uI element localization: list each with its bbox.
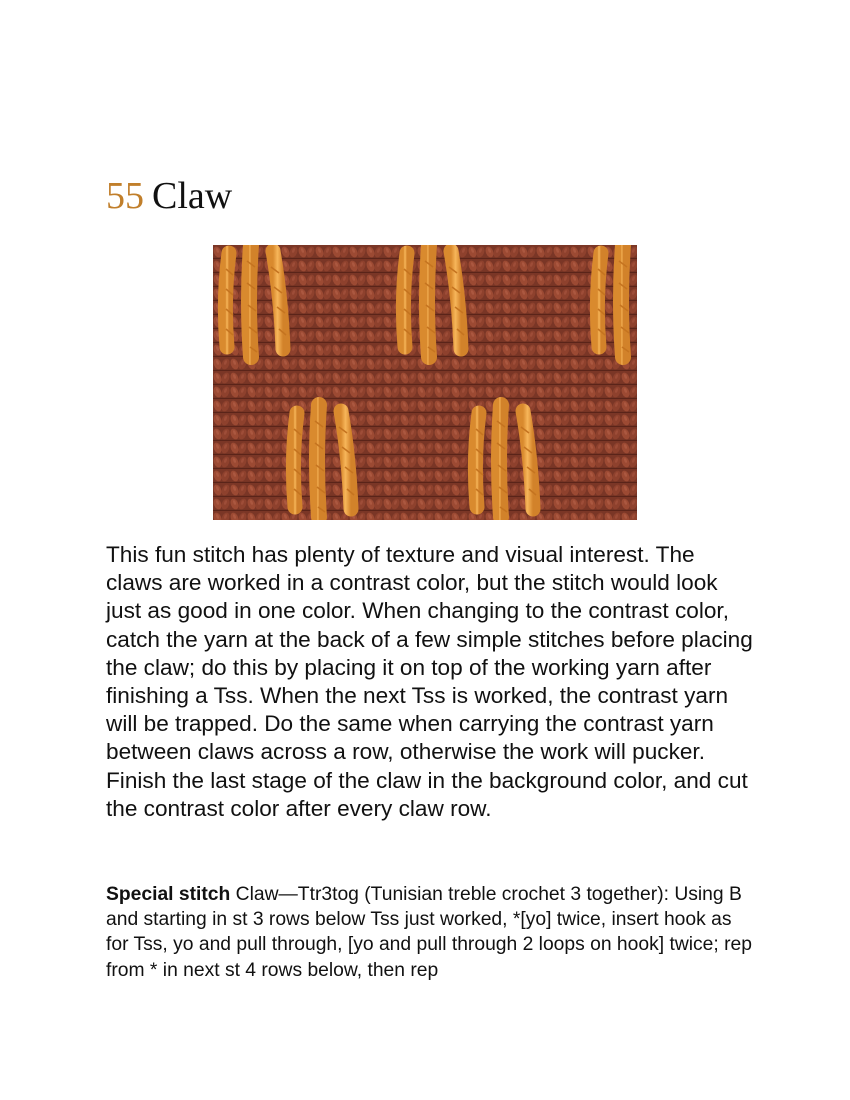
stitch-number: 55 xyxy=(106,175,144,217)
special-stitch-label: Special stitch xyxy=(106,884,231,905)
intro-paragraph: This fun stitch has plenty of texture and visual interest. The claws are worked in a contrast color, but the stitch would look just as good in one color. When changing to the contrast color, catch the yarn at the back of a few simple stitches before placing the claw; do this by placing it on top of the working yarn after finishing a Tss. When the next Tss is worked, the contrast yarn will be trapped. Do the same when carrying the contrast yarn between claws across a row, otherwise the work will pucker. Finish the last stage of the claw in the background color, and cut the contrast color after every claw row. xyxy=(106,542,753,821)
stitch-title xyxy=(106,174,232,218)
special-stitch-paragraph xyxy=(106,882,756,983)
claw-stitch-swatch-photo xyxy=(213,245,637,520)
stitch-name: Claw xyxy=(152,175,233,217)
special-stitch-text: Claw—Ttr3tog (Tunisian treble crochet 3 together): Using B and starting in st 3 rows below Tss just worked, *[yo] twice, insert hook as for Tss, yo and pull through, [yo and pull through 2 loops on hook] twice; rep from * in next st 4 rows below, then rep xyxy=(106,884,752,981)
